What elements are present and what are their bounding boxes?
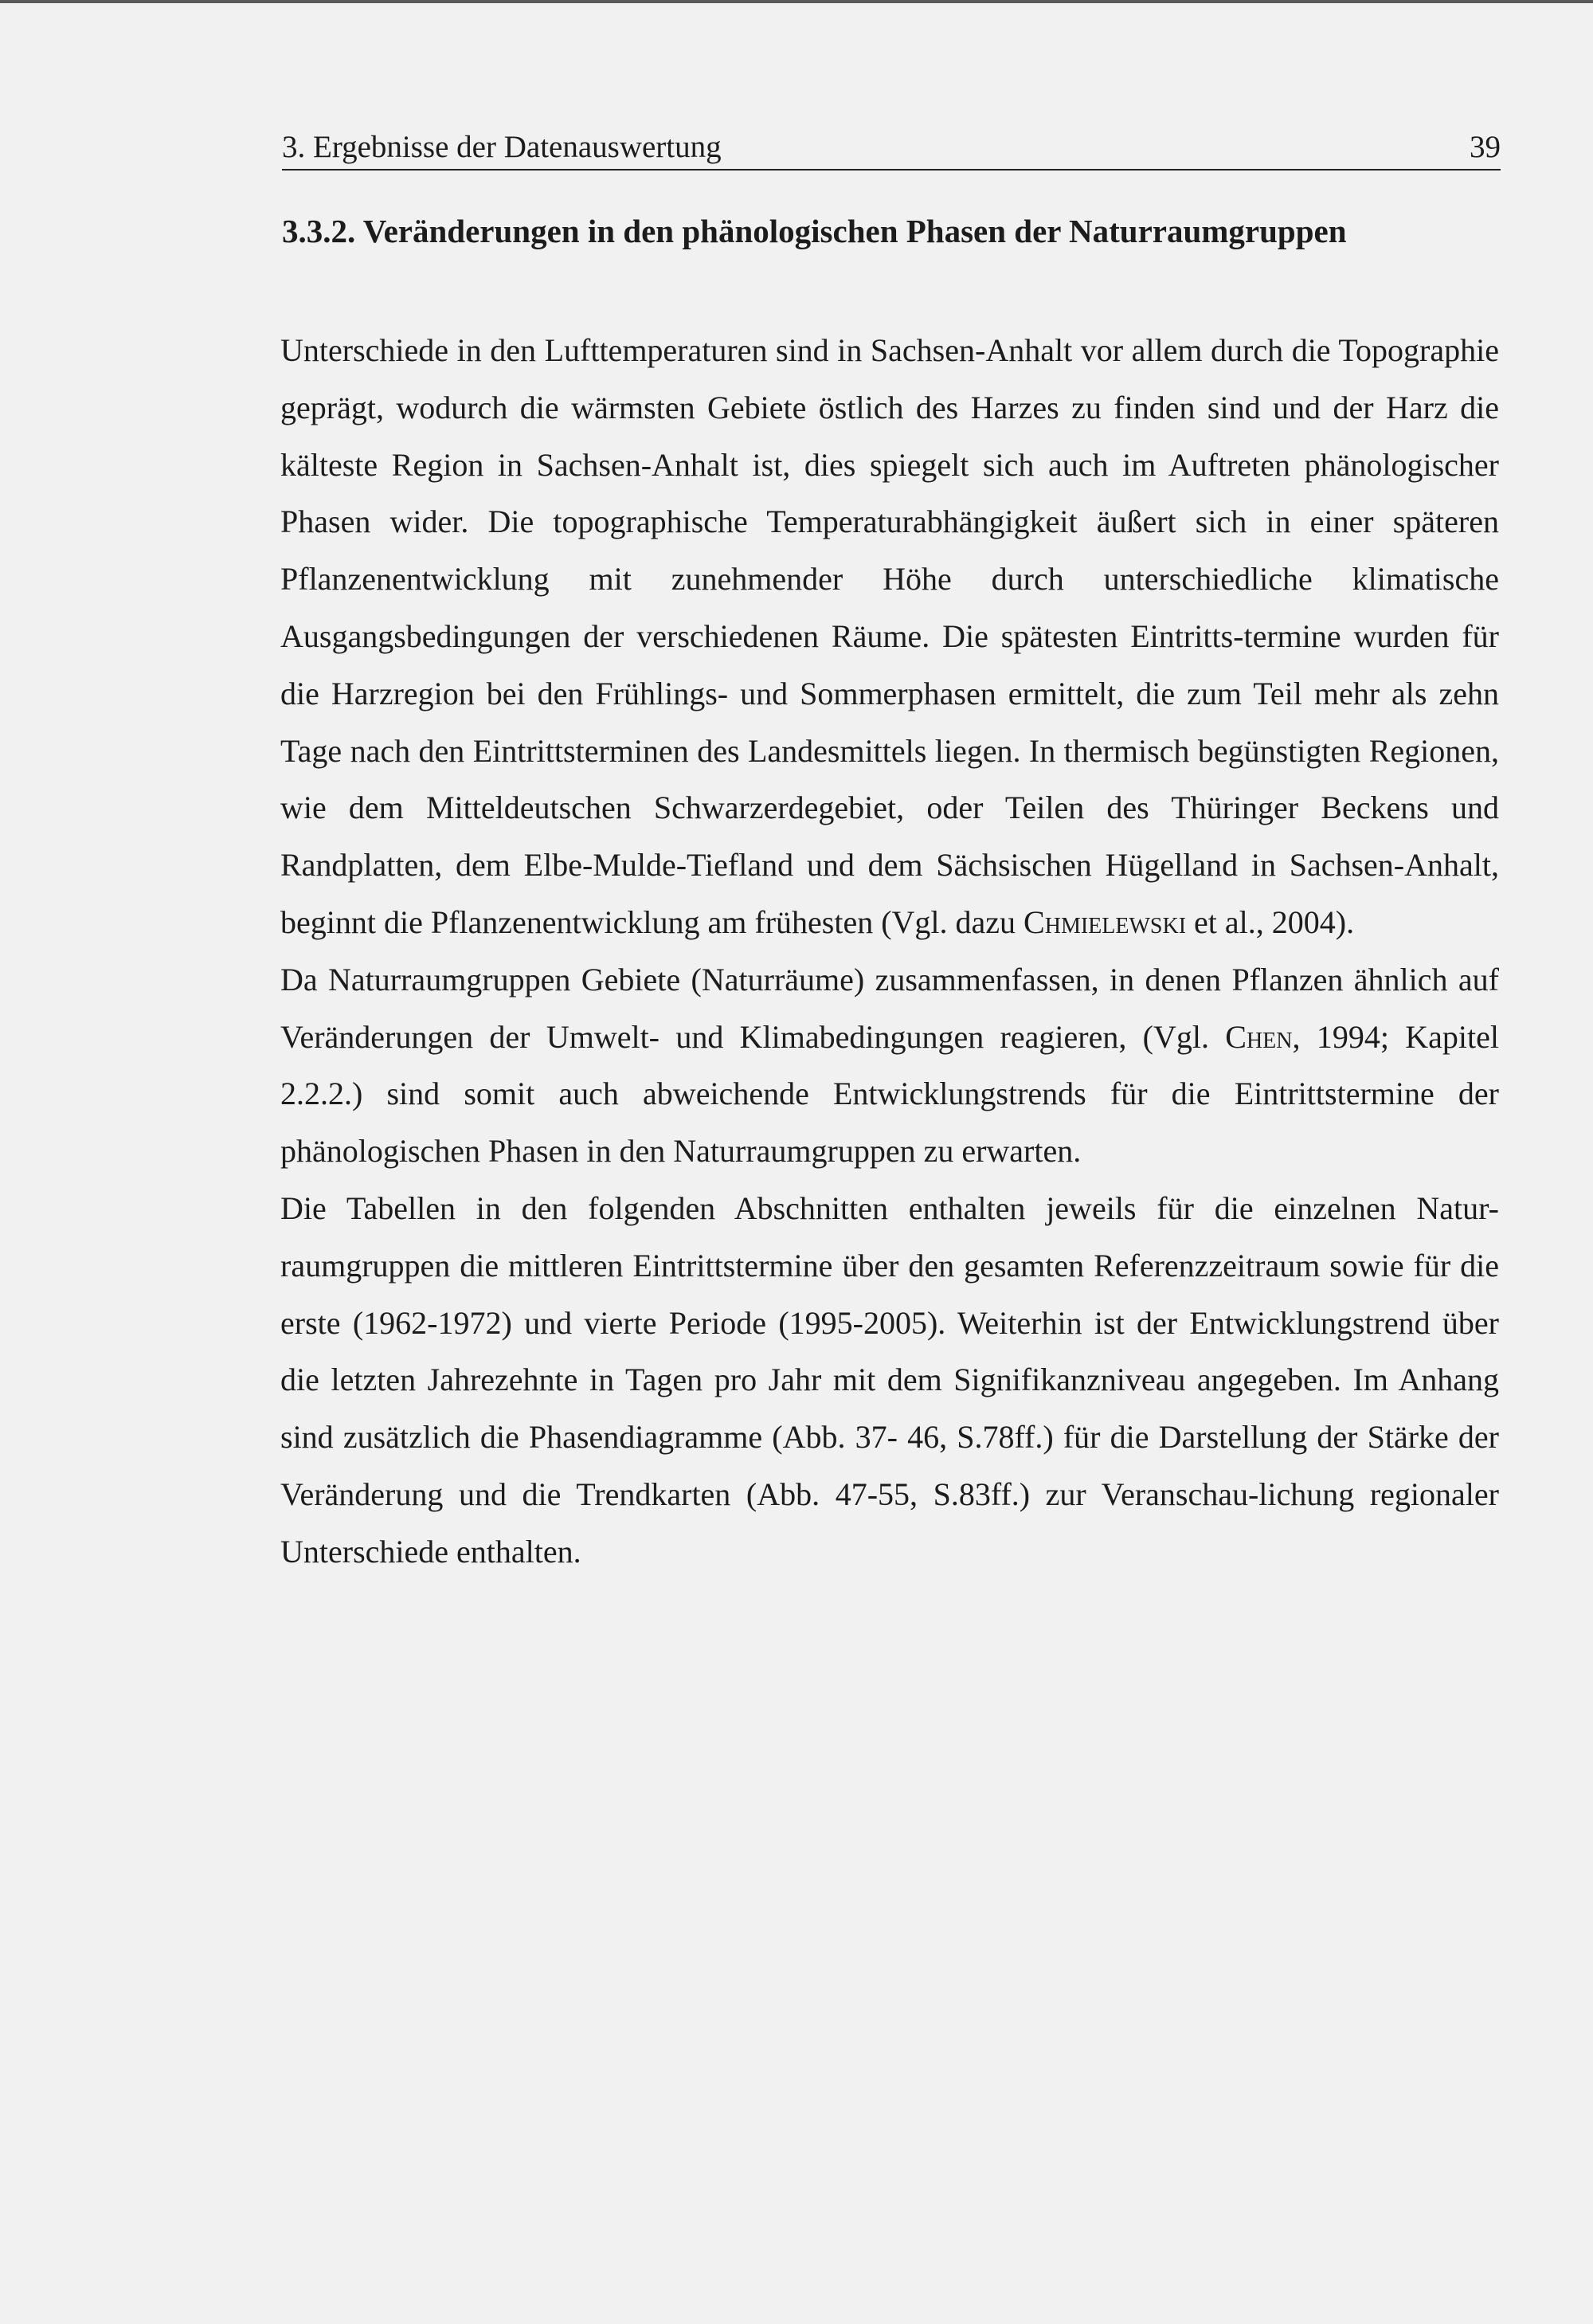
paragraph — [280, 951, 1499, 1180]
section-heading: 3.3.2. Veränderungen in den phänologischen Phasen der Naturraumgruppen — [282, 213, 1347, 249]
paragraph — [280, 1180, 1499, 1581]
citation-author: Chen — [1225, 1018, 1293, 1055]
chapter-title: 3. Ergebnisse der Datenauswertung — [282, 130, 722, 164]
page-number: 39 — [1470, 130, 1501, 164]
running-header — [282, 127, 1501, 170]
body-text — [280, 322, 1499, 1581]
paragraph-text: Die Tabellen in den folgenden Abschnitten enthalten jeweils für die einzelnen Natur-raumgruppen die mittleren Eintrittstermine über den gesamten Referenzzeitraum sowie für die erste (1962-1972) und vierte Periode (1995-2005). Weiterhin ist der Entwicklungstrend über die letzten Jahrezehnte in Tagen pro Jahr mit dem Signifikanzniveau angegeben. Im Anhang sind zusätzlich die Phasendiagramme (Abb. 37- 46, S.78ff.) für die Darstellung der Stärke der Veränderung und die Trendkarten (Abb. 47-55, S.83ff.) zur Veranschau-lichung regionaler Unterschiede enthalten. — [280, 1189, 1499, 1570]
paragraph — [280, 322, 1499, 951]
paragraph-text: , 1994; Kapitel 2.2.2.) sind somit auch abweichende Entwicklungstrends für die Eintrittstermine der phänologischen Phasen in den Naturraumgruppen zu erwarten. — [280, 1018, 1499, 1170]
paragraph-text: et al., 2004). — [1186, 903, 1355, 940]
paragraph-text: Da Naturraumgruppen Gebiete (Naturräume) zusammenfassen, in denen Pflanzen ähnlich auf Veränderungen der Umwelt- und Klimabedingungen reagieren, (Vgl. — [280, 961, 1499, 1055]
citation-author: Chmielewski — [1024, 903, 1187, 940]
paragraph-text: Unterschiede in den Lufttemperaturen sind in Sachsen-Anhalt vor allem durch die Topographie geprägt, wodurch die wärmsten Gebiete östlich des Harzes zu finden sind und der Harz die kälteste Region in Sachsen-Anhalt ist, dies spiegelt sich auch im Auftreten phänologischer Phasen wider. Die topographische Temperaturabhängigkeit äußert sich in einer späteren Pflanzenentwicklung mit zunehmender Höhe durch unterschiedliche klimatische Ausgangsbedingungen der verschiedenen Räume. Die spätesten Eintritts-termine wurden für die Harzregion bei den Frühlings- und Sommerphasen ermittelt, die zum Teil mehr als zehn Tage nach den Eintrittsterminen des Landesmittels liegen. In thermisch begünstigten Regionen, wie dem Mitteldeutschen Schwarzerdegebiet, oder Teilen des Thüringer Beckens und Randplatten, dem Elbe-Mulde-Tiefland und dem Sächsischen Hügelland in Sachsen-Anhalt, beginnt die Pflanzenentwicklung am frühesten (Vgl. dazu — [280, 332, 1499, 940]
scan-edge — [0, 0, 1593, 3]
scan-artifact — [1426, 2103, 1450, 2110]
